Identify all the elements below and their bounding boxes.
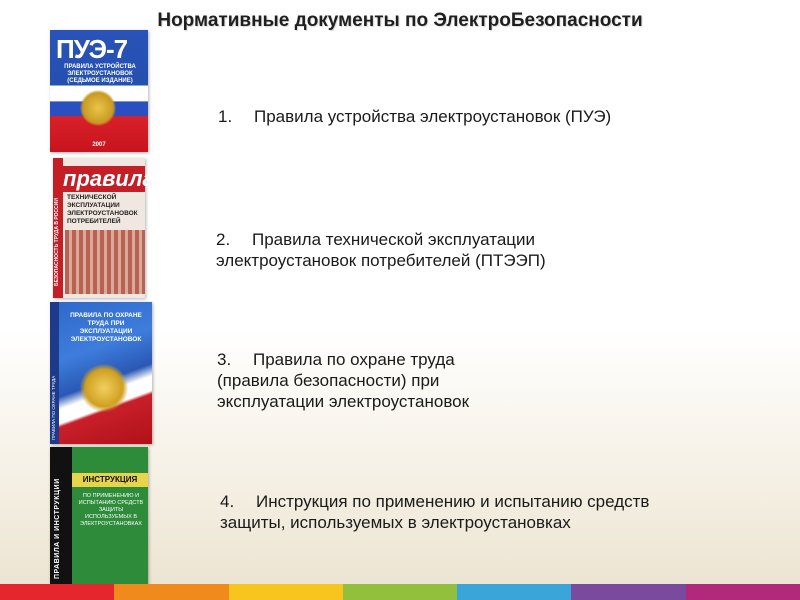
cover-spine xyxy=(50,302,59,444)
color-segment xyxy=(229,584,343,600)
item-line: электроустановок потребителей (ПТЭЭП) xyxy=(216,251,546,270)
cover-spine-text: БЕЗОПАСНОСТЬ ТРУДА В РОССИИ xyxy=(54,198,60,286)
cover-pue-7 xyxy=(50,30,148,152)
item-number: 4. xyxy=(220,492,235,511)
cover-pteep xyxy=(53,158,155,298)
cover-spine-text: ПРАВИЛА И ИНСТРУКЦИИ xyxy=(54,478,61,579)
page-title: Нормативные документы по ЭлектроБезопасности xyxy=(157,10,643,31)
cover-title: ИНСТРУКЦИЯ xyxy=(72,473,148,487)
cover-subtitle: ТЕХНИЧЕСКОЙ ЭКСПЛУАТАЦИИ ЭЛЕКТРОУСТАНОВОК ПОТРЕБИТЕЛЕЙ xyxy=(67,194,138,225)
item-line: Правила по охране труда xyxy=(253,350,455,369)
cover-photo-image xyxy=(65,230,145,294)
item-line: защиты, используемых в электроустановках xyxy=(220,513,571,532)
cover-subtitle: ПО ПРИМЕНЕНИЮ И ИСПЫТАНИЮ СРЕДСТВ ЗАЩИТЫ ИСПОЛЬЗУЕМЫХ В ЭЛЕКТРОУСТАНОВКАХ xyxy=(78,493,144,527)
cover-title: ПУЭ-7 xyxy=(56,34,128,64)
item-line: Правила устройства электроустановок (ПУЭ) xyxy=(254,107,612,126)
item-number: 1. xyxy=(218,107,233,126)
color-segment xyxy=(457,584,571,600)
item-line: эксплуатации электроустановок xyxy=(217,392,470,411)
cover-spine-text: ПРАВИЛА ПО ОХРАНЕ ТРУДА xyxy=(51,375,56,440)
cover-spine xyxy=(50,447,72,585)
color-segment xyxy=(114,584,228,600)
color-segment xyxy=(571,584,685,600)
list-item-3 xyxy=(217,349,469,412)
cover-subtitle: ПРАВИЛА УСТРОЙСТВА ЭЛЕКТРОУСТАНОВОК (СЕДЬМОЕ ИЗДАНИЕ) xyxy=(64,64,136,84)
cover-instruction xyxy=(50,447,148,585)
list-item-4 xyxy=(220,491,649,533)
color-segment xyxy=(0,584,114,600)
coat-of-arms-icon xyxy=(80,90,116,126)
decorative-color-bar xyxy=(0,584,800,600)
list-item-2 xyxy=(216,229,546,271)
cover-spine xyxy=(53,158,63,298)
list-item-1 xyxy=(218,106,611,127)
cover-year: 2007 xyxy=(92,142,106,148)
color-segment xyxy=(343,584,457,600)
item-number: 3. xyxy=(217,350,232,369)
item-line: Инструкция по применению и испытанию средств xyxy=(256,492,650,511)
cover-labor-safety xyxy=(50,302,152,444)
item-number: 2. xyxy=(216,230,231,249)
coat-of-arms-icon xyxy=(80,364,128,412)
cover-title: ПРАВИЛА ПО ОХРАНЕ ТРУДА ПРИ ЭКСПЛУАТАЦИИ ЭЛЕКТРОУСТАНОВОК xyxy=(70,312,142,343)
color-segment xyxy=(686,584,800,600)
item-line: (правила безопасности) при xyxy=(217,371,440,390)
item-line: Правила технической эксплуатации xyxy=(252,230,536,249)
cover-title: правила xyxy=(63,166,155,191)
